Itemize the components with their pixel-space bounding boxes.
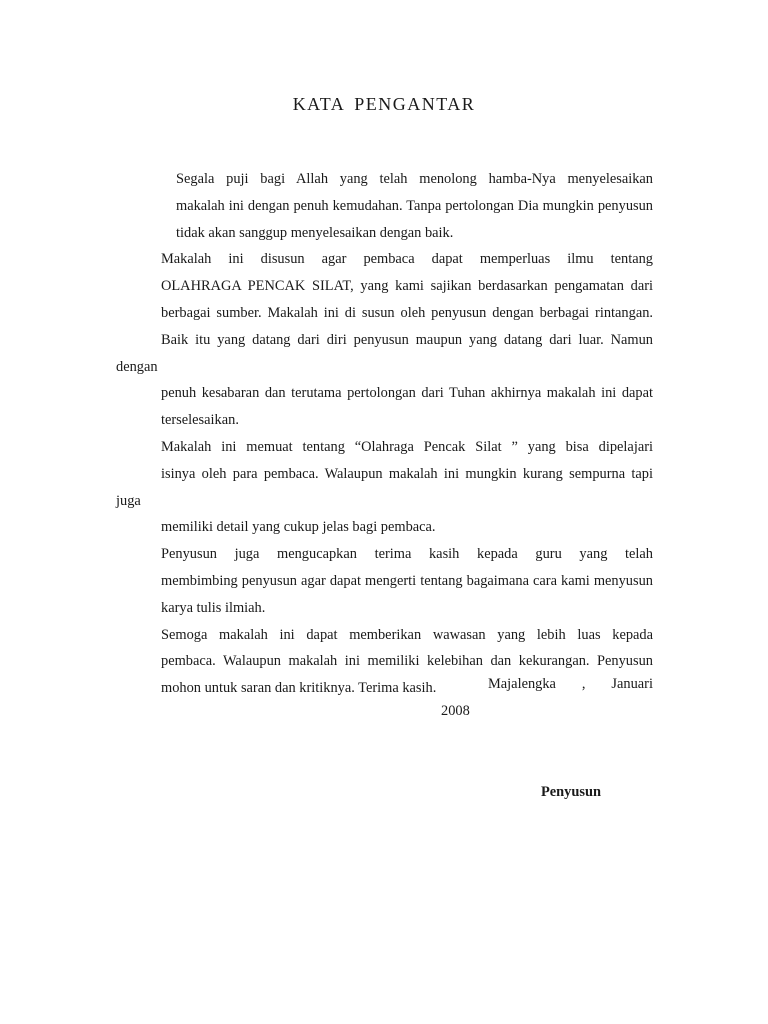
paragraph-line: makalah ini dengan penuh kemudahan. Tanpa pertolongan Dia mungkin penyusun: [176, 197, 653, 214]
closing-year: 2008: [441, 703, 470, 719]
document-body: [116, 166, 653, 702]
paragraph-1: [116, 166, 653, 246]
paragraph-line: isinya oleh para pembaca. Walaupun makalah ini mungkin kurang sempurna tapi juga: [116, 465, 653, 509]
paragraph-line: Semoga makalah ini dapat memberikan wawasan yang lebih luas kepada: [161, 626, 653, 643]
closing-month: Januari: [611, 676, 653, 692]
paragraph-4: [116, 541, 653, 621]
paragraph-line: pembaca. Walaupun makalah ini memiliki kelebihan dan kekurangan. Penyusun: [161, 653, 653, 670]
paragraph-line: Makalah ini disusun agar pembaca dapat memperluas ilmu tentang: [161, 251, 653, 268]
paragraph-line: mohon untuk saran dan kritiknya. Terima kasih.: [161, 680, 437, 697]
paragraph-line: Penyusun juga mengucapkan terima kasih kepada guru yang telah: [161, 546, 653, 563]
paragraph-line: OLAHRAGA PENCAK SILAT, yang kami sajikan berdasarkan pengamatan dari: [161, 278, 653, 295]
paragraph-line: penuh kesabaran dan terutama pertolongan dari Tuhan akhirnya makalah ini dapat: [161, 385, 653, 402]
paragraph-3: [116, 434, 653, 541]
page-title: KATA PENGANTAR: [292, 94, 476, 114]
paragraph-line: membimbing penyusun agar dapat mengerti tentang bagaimana cara kami menyusun: [161, 572, 653, 589]
closing-signature: Penyusun: [541, 784, 601, 800]
paragraph-line: berbagai sumber. Makalah ini di susun oleh penyusun dengan berbagai rintangan.: [161, 304, 653, 321]
closing-city: Majalengka: [488, 676, 556, 692]
paragraph-line: Segala puji bagi Allah yang telah menolong hamba-Nya menyelesaikan: [176, 171, 653, 187]
paragraph-line: Baik itu yang datang dari diri penyusun maupun yang datang dari luar. Namun dengan: [116, 331, 653, 375]
closing-place-date: [488, 676, 653, 693]
closing-separator: ,: [581, 676, 586, 692]
paragraph-line: memiliki detail yang cukup jelas bagi pembaca.: [161, 519, 436, 536]
paragraph-line: tidak akan sanggup menyelesaikan dengan baik.: [176, 224, 454, 241]
paragraph-2: [116, 246, 653, 434]
paragraph-line: terselesaikan.: [161, 412, 239, 429]
paragraph-line: Makalah ini memuat tentang “Olahraga Pencak Silat ” yang bisa dipelajari: [161, 438, 653, 455]
paragraph-line: karya tulis ilmiah.: [161, 599, 266, 616]
